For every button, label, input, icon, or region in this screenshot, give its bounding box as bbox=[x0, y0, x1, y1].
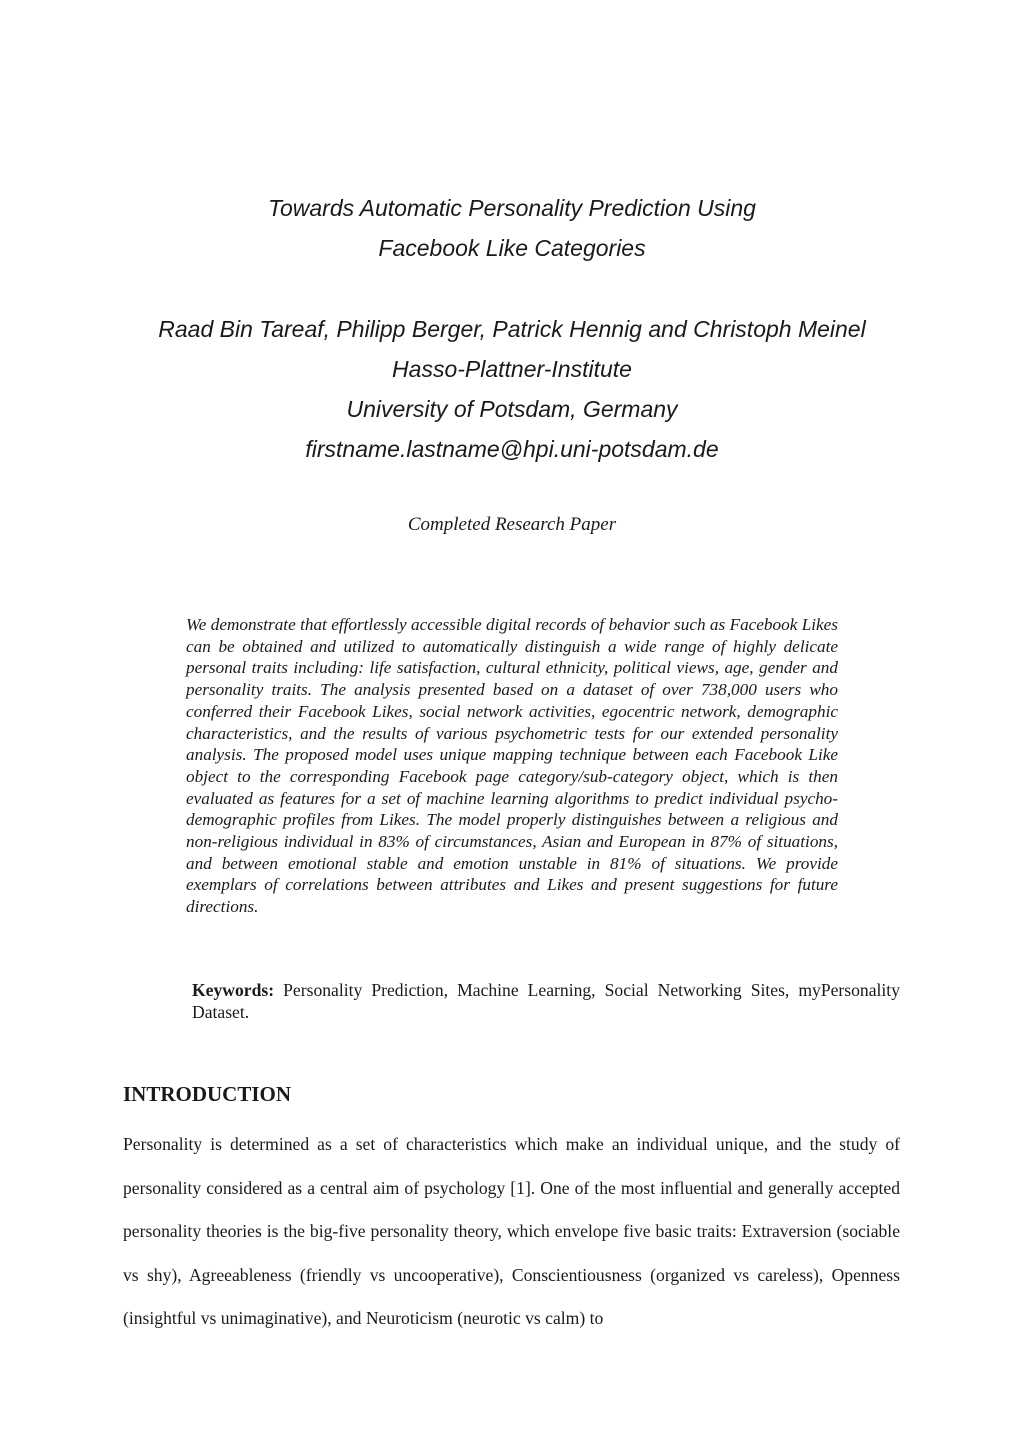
university-name: University of Potsdam, Germany bbox=[346, 396, 678, 422]
institute-name: Hasso-Plattner-Institute bbox=[392, 356, 632, 382]
section-heading-introduction: INTRODUCTION bbox=[123, 1082, 292, 1106]
author-email: firstname.lastname@hpi.uni-potsdam.de bbox=[305, 436, 719, 462]
keywords-label: Keywords: bbox=[192, 980, 275, 1000]
keywords-text: Personality Prediction, Machine Learning, Social Networking Sites, myPersonality Dataset. bbox=[192, 980, 900, 1022]
title-line-2: Facebook Like Categories bbox=[378, 235, 646, 261]
title-line-1: Towards Automatic Personality Prediction Using bbox=[268, 195, 756, 221]
keywords bbox=[192, 979, 900, 1023]
introduction-paragraph: Personality is determined as a set of characteristics which make an individual unique, and the study of personality considered as a central aim of psychology [1]. One of the most influential and generally accepted personality theories is the big-five personality theory, which envelope five basic traits: Extraversion (sociable vs shy), Agreeableness (friendly vs uncooperative), Conscientiousness (organized vs careless), Openness (insightful vs unimaginative), and Neuroticism (neurotic vs calm) to bbox=[123, 1134, 900, 1328]
paper-type: Completed Research Paper bbox=[407, 514, 617, 535]
paper-title bbox=[0, 188, 1024, 268]
abstract-text: We demonstrate that effortlessly accessible digital records of behavior such as Facebook Likes can be obtained and utilized to automatically distinguish a wide range of highly delicate personal traits including: life satisfaction, cultural ethnicity, political views, age, gender and personality traits. The analysis presented based on a dataset of over 738,000 users who conferred their Facebook Likes, social network activities, egocentric network, demographic characteristics, and the results of various psychometric tests for our extended personality analysis. The proposed model uses unique mapping technique between each Facebook Like object to the corresponding Facebook page category/sub-category object, which is then evaluated as features for a set of machine learning algorithms to predict individual psycho-demographic profiles from Likes. The model properly distinguishes between a religious and non-religious individual in 83% of circumstances, Asian and European in 87% of situations, and between emotional stable and emotion unstable in 81% of situations. We provide exemplars of correlations between attributes and Likes and present suggestions for future directions. bbox=[186, 615, 838, 917]
author-block bbox=[0, 309, 1024, 469]
author-names: Raad Bin Tareaf, Philipp Berger, Patrick Hennig and Christoph Meinel bbox=[158, 316, 866, 342]
